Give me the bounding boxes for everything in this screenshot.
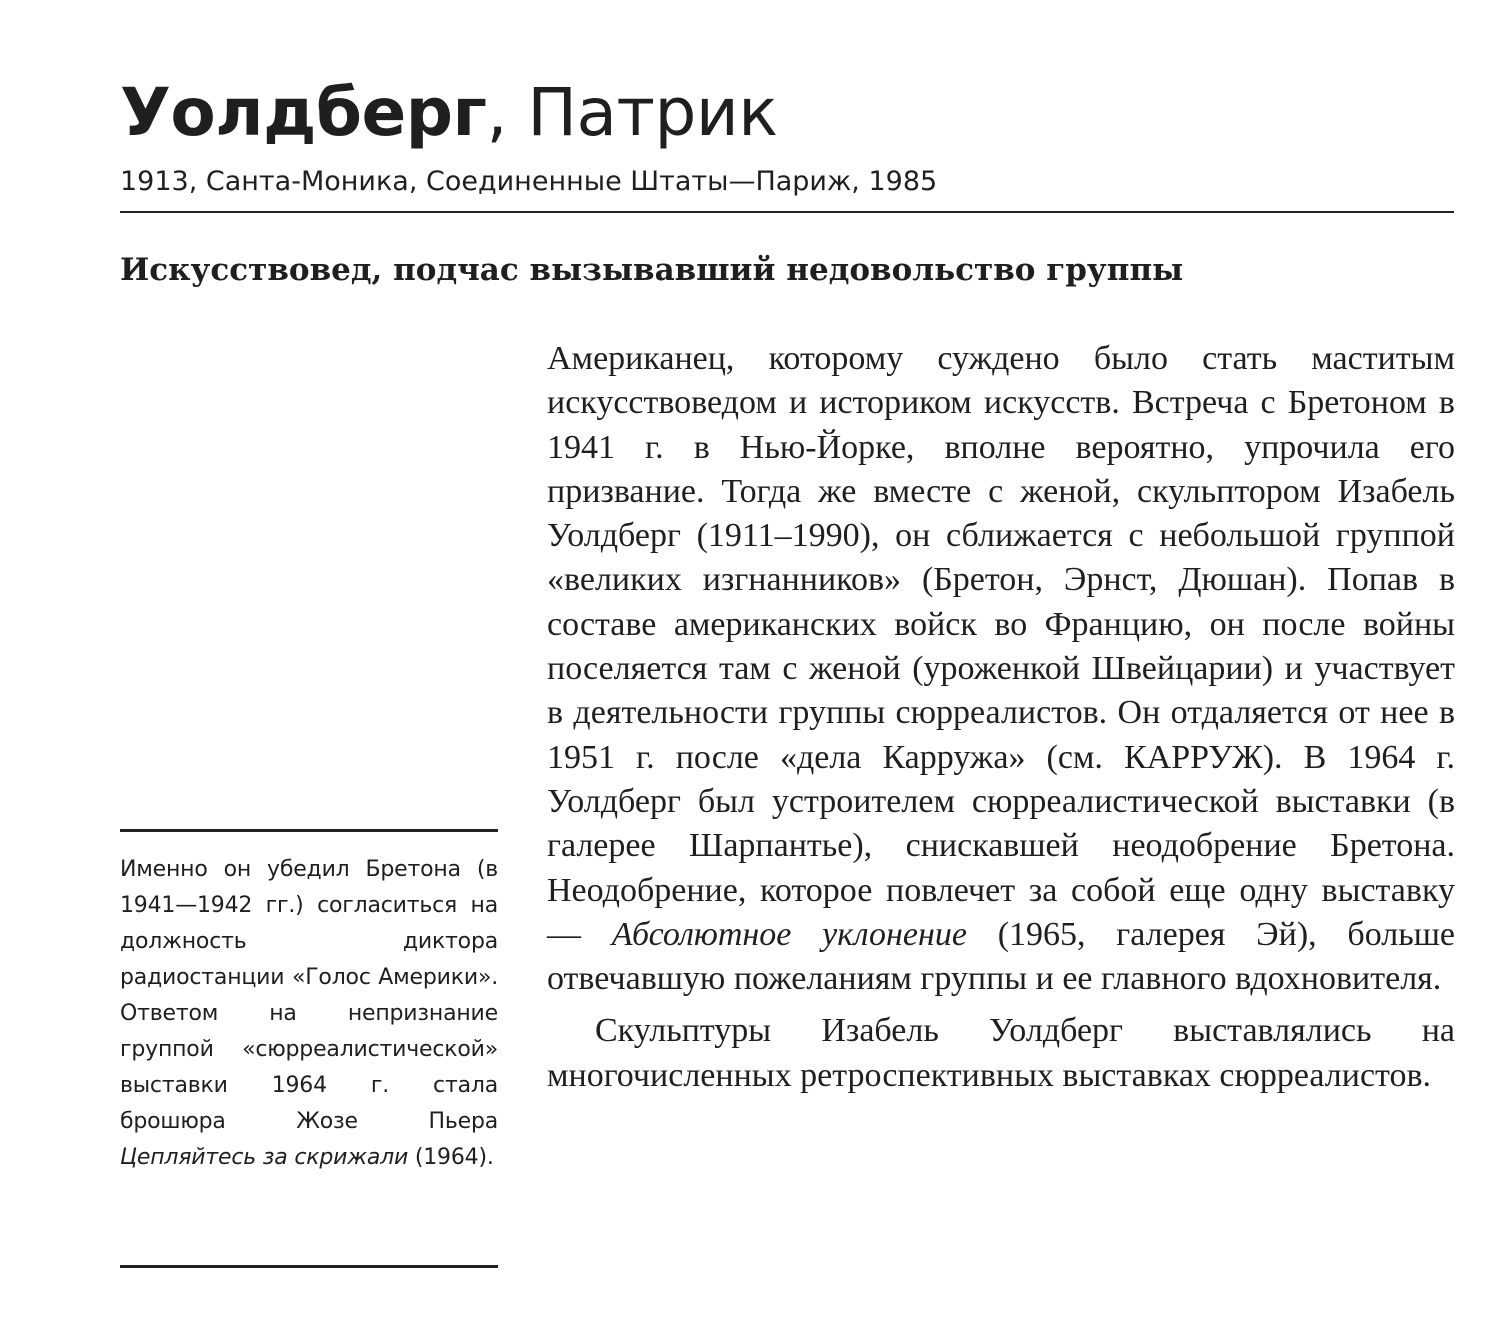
exhibition-title: Абсолютное уклонение (611, 915, 967, 953)
sidebar-note (120, 852, 498, 1176)
header-divider (120, 211, 1454, 213)
sidebar-bottom-rule (120, 1265, 498, 1268)
first-name: Патрик (527, 74, 778, 151)
sidebar-text-part2: (1964). (408, 1145, 494, 1170)
article-subtitle: Искусствовед, подчас вызывавший недовольство группы (120, 252, 1184, 288)
sidebar-text-part1: Именно он убедил Бретона (в 1941—1942 гг.) согласиться на должность диктора радиостанции «Голос Америки». Ответом на непризнание группой «сюрреалистической» выставки 1964 г. стала брошюра Жозе Пьера (120, 857, 498, 1134)
body-paragraph-1-part1: Американец, которому суждено было стать маститым искусствоведом и историком искусств. Встреча с Бретоном в 1941 г. в Нью-Йорке, вполне вероятно, упрочила его призвание. Тогда же вместе с женой, скульптором Изабель Уолдберг (1911–1990), он сближается с небольшой группой «великих изгнанников» (Бретон, Эрнст, Дюшан). Попав в составе американских войск во Францию, он после войны поселяется там с женой (уроженкой Швейцарии) и участвует в деятельности группы сюрреалистов. Он отдаляется от нее в 1951 г. после «дела Карружа» (см. КАРРУЖ). В 1964 г. Уолдберг был устроителем сюрреалистической выставки (в галерее Шарпантье), снискавшей неодобрение Бретона. Неодобрение, которое повлечет за собой еще одну выставку — (547, 340, 1455, 953)
sidebar-top-rule (120, 829, 498, 832)
sidebar-brochure-title: Цепляйтесь за скрижали (120, 1145, 409, 1170)
article-body (547, 337, 1455, 1098)
article-title (120, 74, 1454, 152)
life-dates: 1913, Санта-Моника, Соединенные Штаты—Париж, 1985 (120, 166, 938, 197)
surname: Уолдберг (120, 74, 487, 151)
title-separator: , (486, 74, 528, 151)
sidebar-paragraph (120, 852, 498, 1176)
body-paragraph-2: Скульптуры Изабель Уолдберг выставлялись на многочисленных ретроспективных выставках сюрреалистов. (547, 1012, 1455, 1094)
body-paragraph-1 (547, 337, 1455, 1001)
body-paragraph-1-part2: (1965, галерея Эй), больше отвечавшую пожеланиям группы и ее главного вдохновителя. (547, 915, 1455, 998)
article-header (120, 74, 1454, 200)
